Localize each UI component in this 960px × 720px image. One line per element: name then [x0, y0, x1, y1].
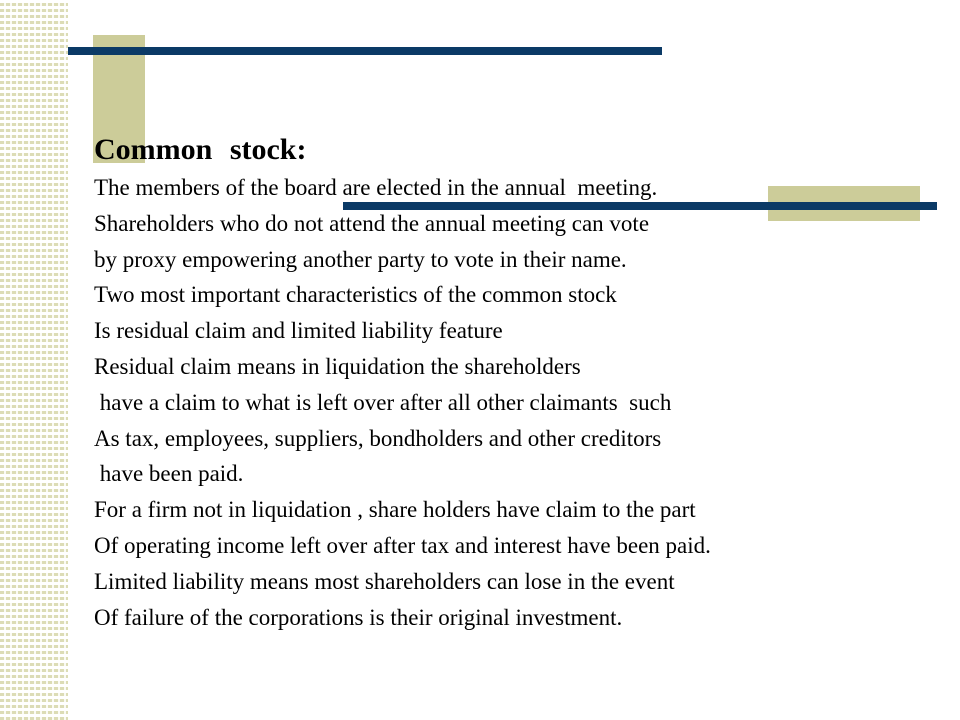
body-line: Of operating income left over after tax and interest have been paid. [94, 532, 711, 558]
body-line: Of failure of the corporations is their original investment. [94, 604, 623, 630]
middle-divider-bar [343, 202, 937, 210]
body-line: Is residual claim and limited liability feature [94, 318, 503, 344]
top-divider-bar [68, 47, 662, 55]
body-line: Limited liability means most shareholders can lose in the event [94, 568, 675, 594]
slide-title: Common stock: [94, 133, 307, 166]
body-line: have a claim to what is left over after all other claimants such [94, 389, 672, 415]
left-stripe-decoration [0, 0, 68, 720]
body-line: As tax, employees, suppliers, bondholders and other creditors [94, 425, 662, 451]
body-line: For a firm not in liquidation , share holders have claim to the part [94, 497, 696, 523]
body-line: The members of the board are elected in the annual meeting. [94, 175, 658, 200]
body-line: have been paid. [94, 461, 244, 487]
body-line: by proxy empowering another party to vote in their name. [94, 246, 627, 272]
body-line: Residual claim means in liquidation the shareholders [94, 353, 581, 379]
body-line: Shareholders who do not attend the annual meeting can vote [94, 210, 650, 236]
body-line: Two most important characteristics of the common stock [94, 282, 617, 308]
